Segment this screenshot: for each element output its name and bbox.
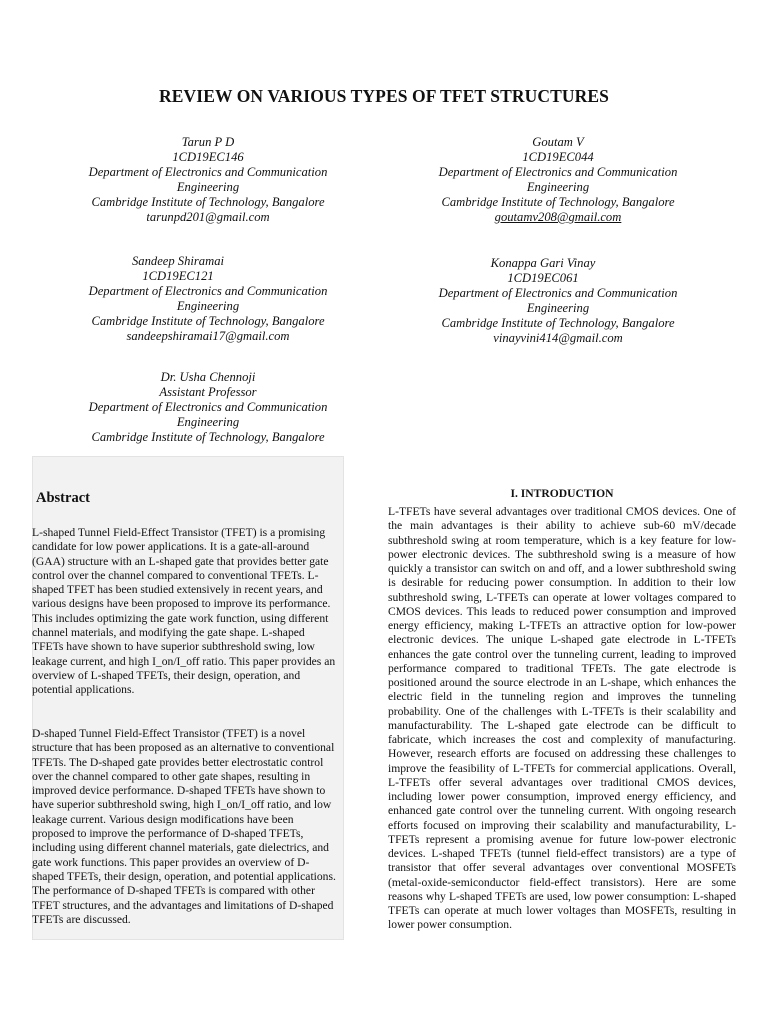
author-name: Dr. Usha Chennoji xyxy=(160,370,256,384)
author-block-2 xyxy=(380,135,736,225)
author-department: Department of Electronics and Communication xyxy=(88,400,328,414)
author-name: Tarun P D xyxy=(181,135,235,149)
author-department-cont: Engineering xyxy=(176,415,240,429)
author-email[interactable]: sandeepshiramai17@gmail.com xyxy=(126,329,290,343)
author-department-cont: Engineering xyxy=(526,180,590,194)
abstract-paragraph-1: L-shaped Tunnel Field-Effect Transistor (TFET) is a promising candidate for low power applications. It is a gate-all-around (GAA) structure with an L-shaped gate that provides better gate control over the channel compared to conventional TFETs. L-shaped TFET has been studied extensively in recent years, and various designs have been proposed to improve its performance. This includes optimizing the gate work function, using different channel materials, and modifying the gate shape. L-shaped TFETs have shown to have superior subthreshold swing, low leakage current, and high I_on/I_off ratio. This paper provides an overview of L-shaped TFETs, their design, operation, and potential applications. xyxy=(32,526,336,697)
author-institute: Cambridge Institute of Technology, Bangalore xyxy=(91,430,325,444)
author-name: Konappa Gari Vinay xyxy=(490,256,596,270)
author-department: Department of Electronics and Communication xyxy=(88,165,328,179)
author-department-cont: Engineering xyxy=(526,301,590,315)
author-institute: Cambridge Institute of Technology, Bangalore xyxy=(441,195,675,209)
abstract-heading: Abstract xyxy=(36,490,90,506)
introduction-body: L-TFETs have several advantages over traditional CMOS devices. One of the main advantages is their ability to achieve sub-60 mV/decade subthreshold swing at room temperature, which is a key feature for low-power electronic devices. The subthreshold swing is a measure of how quickly a transistor can switch on and off, and a lower subthreshold swing is desirable for reducing power consumption. In addition to their low subthreshold swing, L-TFETs can operate at lower voltages compared to CMOS devices. This leads to reduced power consumption and improved energy efficiency, making L-TFETs an attractive option for low-power electronic devices. The unique L-shaped gate electrode in L-TFETs enhances the gate control over the tunneling current, leading to improved performance compared to traditional TFETs. The gate electrode is positioned around the source electrode in an L-shape, which enhances the electric field in the tunneling region and improves the tunneling probability. One of the challenges with L-TFETs is their scalability and manufacturability. The L-shaped gate electrode can be difficult to fabricate, which increases the cost and complexity of manufacturing. However, research efforts are focused on addressing these challenges to improve the feasibility of L-TFETs for commercial applications. Overall, L-TFETs offer several advantages over traditional CMOS devices, including lower power consumption, improved energy efficiency, and enhanced gate control over the tunneling current. With ongoing research efforts focused on improving their scalability and manufacturability, L-TFETs represent a promising avenue for future low-power electronic devices. L-shaped TFETs (tunnel field-effect transistors) are a type of transistor that offer several advantages over conventional MOSFETs (metal-oxide-semiconductor field-effect transistors). Here are some reasons why L-shaped TFETs are used, low power consumption: L-shaped TFETs can operate at much lower voltages than MOSFETs, resulting in lower power consumption. xyxy=(388,505,736,932)
author-email[interactable]: vinayvini414@gmail.com xyxy=(493,331,623,345)
author-department: Department of Electronics and Communication xyxy=(438,286,678,300)
author-name: Goutam V xyxy=(532,135,584,149)
author-department: Department of Electronics and Communication xyxy=(88,284,328,298)
abstract-paragraph-2: D-shaped Tunnel Field-Effect Transistor (TFET) is a novel structure that has been proposed as an alternative to conventional TFETs. The D-shaped gate provides better electrostatic control over the channel compared to other gate shapes, resulting in improved device performance. D-shaped TFETs have shown to have superior subthreshold swing, high I_on/I_off ratio, and low leakage current. Various design modifications have been proposed to improve the performance of D-shaped TFETs, including using different channel materials, gate dielectrics, and gate work functions. This paper provides an overview of D-shaped TFETs, their design, operation, and potential applications. The performance of D-shaped TFETs is compared with other TFET structures, and the advantages and limitations of D-shaped TFETs are discussed. xyxy=(32,727,336,926)
author-block-5 xyxy=(40,370,376,445)
author-institute: Cambridge Institute of Technology, Bangalore xyxy=(441,316,675,330)
author-institute: Cambridge Institute of Technology, Bangalore xyxy=(91,314,325,328)
paper-title: REVIEW ON VARIOUS TYPES OF TFET STRUCTURES xyxy=(159,86,609,106)
author-block-1 xyxy=(40,135,376,225)
author-email[interactable]: goutamv208@gmail.com xyxy=(494,210,622,224)
author-block-4 xyxy=(380,256,736,346)
author-department-cont: Engineering xyxy=(176,299,240,313)
author-id: 1CD19EC061 xyxy=(507,271,579,285)
author-department: Department of Electronics and Communication xyxy=(438,165,678,179)
author-institute: Cambridge Institute of Technology, Bangalore xyxy=(91,195,325,209)
author-block-3 xyxy=(40,254,376,344)
author-id: 1CD19EC121 xyxy=(142,269,214,283)
author-id: 1CD19EC044 xyxy=(522,150,594,164)
author-name: Sandeep Shiramai xyxy=(132,254,224,268)
author-department-cont: Engineering xyxy=(176,180,240,194)
section-heading-introduction: I. INTRODUCTION xyxy=(510,487,614,500)
author-email[interactable]: tarunpd201@gmail.com xyxy=(146,210,270,224)
author-role: Assistant Professor xyxy=(159,385,257,399)
author-id: 1CD19EC146 xyxy=(172,150,244,164)
